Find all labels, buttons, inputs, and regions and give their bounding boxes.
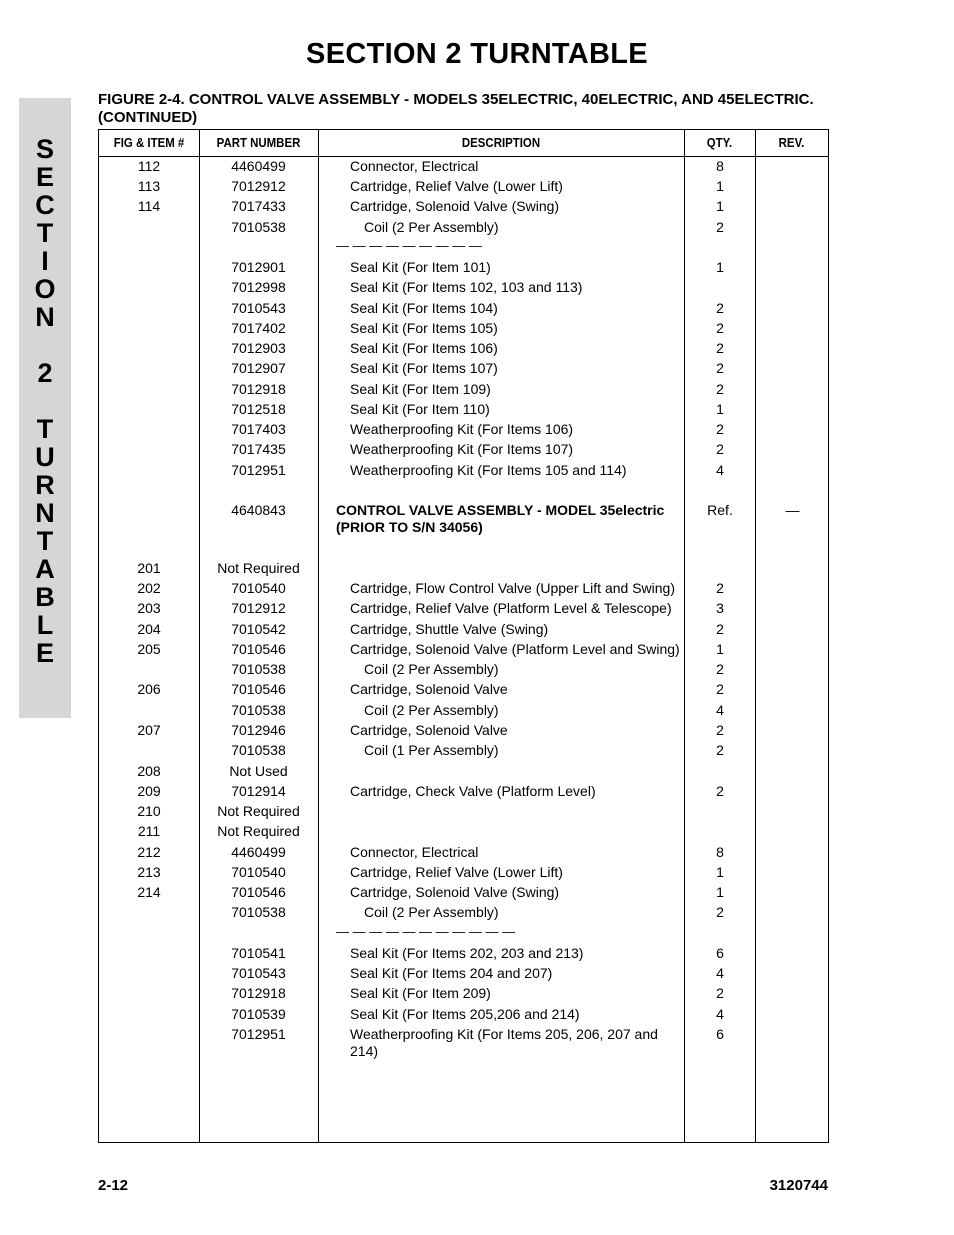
header-part-number: PART NUMBER bbox=[216, 135, 301, 150]
cell-qty: 6 bbox=[716, 1026, 724, 1042]
cell-item-number: 204 bbox=[137, 621, 161, 637]
cell-part-number: 7012951 bbox=[231, 1026, 286, 1042]
cell-qty: 2 bbox=[716, 580, 724, 596]
cell-part-number: 7012518 bbox=[231, 401, 286, 417]
cell-part-number: 7010541 bbox=[231, 945, 286, 961]
cell-qty: 2 bbox=[716, 360, 724, 376]
parts-table bbox=[98, 129, 829, 1143]
cell-description: Cartridge, Relief Valve (Lower Lift) bbox=[350, 864, 563, 880]
header-rev: REV. bbox=[778, 135, 805, 150]
cell-part-number: 7010538 bbox=[231, 661, 286, 677]
side-tab-letter: U bbox=[35, 442, 55, 472]
cell-description: Cartridge, Relief Valve (Platform Level & Telescope) bbox=[350, 600, 672, 616]
cell-description: Cartridge, Shuttle Valve (Swing) bbox=[350, 621, 549, 637]
side-tab-letter: R bbox=[35, 470, 55, 500]
cell-description: Cartridge, Solenoid Valve bbox=[350, 681, 508, 697]
cell-item-number: 209 bbox=[137, 783, 161, 799]
cell-qty: 1 bbox=[716, 198, 724, 214]
cell-description: Connector, Electrical bbox=[350, 844, 479, 860]
side-tab-letter: E bbox=[35, 638, 54, 668]
cell-item-number: 201 bbox=[137, 560, 161, 576]
cell-item-number: 206 bbox=[137, 681, 161, 697]
cell-description: Cartridge, Flow Control Valve (Upper Lift and Swing) bbox=[350, 580, 675, 596]
cell-qty: 1 bbox=[716, 178, 724, 194]
section-title: SECTION 2 TURNTABLE bbox=[306, 38, 648, 70]
cell-part-number: 7010546 bbox=[231, 884, 286, 900]
cell-part-number: Not Required bbox=[217, 803, 300, 819]
cell-item-number: 207 bbox=[137, 722, 161, 738]
cell-part-number: 7012998 bbox=[231, 279, 286, 295]
cell-part-number: 7012946 bbox=[231, 722, 286, 738]
cell-item-number: 212 bbox=[137, 844, 161, 860]
cell-qty: 2 bbox=[716, 441, 724, 457]
cell-item-number: 208 bbox=[137, 763, 161, 779]
side-tab-letter: C bbox=[35, 190, 55, 220]
cell-qty: 2 bbox=[716, 742, 724, 758]
cell-qty: Ref. bbox=[707, 502, 733, 518]
cell-qty: 2 bbox=[716, 421, 724, 437]
cell-description: Coil (2 Per Assembly) bbox=[364, 219, 499, 235]
cell-description: Coil (2 Per Assembly) bbox=[364, 702, 499, 718]
cell-part-number: 7010542 bbox=[231, 621, 286, 637]
cell-item-number: 213 bbox=[137, 864, 161, 880]
cell-rev: — bbox=[785, 502, 800, 518]
header-fig-item: FIG & ITEM # bbox=[113, 135, 185, 150]
cell-qty: 2 bbox=[716, 904, 724, 920]
cell-qty: 8 bbox=[716, 158, 724, 174]
cell-part-number: 7012912 bbox=[231, 178, 286, 194]
cell-part-number: 7010538 bbox=[231, 742, 286, 758]
cell-qty: 8 bbox=[716, 844, 724, 860]
cell-description: Cartridge, Solenoid Valve (Platform Level and Swing) bbox=[350, 641, 680, 657]
cell-part-number: 7012918 bbox=[231, 381, 286, 397]
side-tab-letter: 2 bbox=[37, 358, 53, 388]
cell-description: Coil (2 Per Assembly) bbox=[364, 904, 499, 920]
cell-part-number: 7012907 bbox=[231, 360, 286, 376]
cell-item-number: 202 bbox=[137, 580, 161, 596]
cell-qty: 2 bbox=[716, 340, 724, 356]
figure-title: FIGURE 2-4. CONTROL VALVE ASSEMBLY - MODELS 35ELECTRIC, 40ELECTRIC, AND 45ELECTRIC. (CONTINUED) bbox=[98, 91, 814, 126]
cell-description: Seal Kit (For Items 205,206 and 214) bbox=[350, 1006, 580, 1022]
cell-description: Cartridge, Solenoid Valve (Swing) bbox=[350, 884, 560, 900]
side-tab-letter: L bbox=[36, 610, 54, 640]
cell-description: Seal Kit (For Item 109) bbox=[350, 381, 491, 397]
cell-part-number: 4640843 bbox=[231, 502, 286, 518]
cell-part-number: 7010538 bbox=[231, 219, 286, 235]
cell-description: Cartridge, Solenoid Valve (Swing) bbox=[350, 198, 560, 214]
cell-description: Seal Kit (For Item 209) bbox=[350, 985, 491, 1001]
cell-part-number: 7010539 bbox=[231, 1006, 286, 1022]
cell-part-number: 7012951 bbox=[231, 462, 286, 478]
cell-part-number: 7010543 bbox=[231, 300, 286, 316]
cell-part-number: 7017402 bbox=[231, 320, 286, 336]
cell-qty: 2 bbox=[716, 621, 724, 637]
cell-description: Weatherproofing Kit (For Items 205, 206, 207 and 214) bbox=[350, 1026, 658, 1059]
cell-qty: 2 bbox=[716, 985, 724, 1001]
cell-part-number: 7012912 bbox=[231, 600, 286, 616]
cell-part-number: 7012918 bbox=[231, 985, 286, 1001]
cell-description: Coil (1 Per Assembly) bbox=[364, 742, 499, 758]
cell-qty: 1 bbox=[716, 641, 724, 657]
cell-part-number: 7010540 bbox=[231, 864, 286, 880]
cell-qty: 6 bbox=[716, 945, 724, 961]
cell-part-number: 7010540 bbox=[231, 580, 286, 596]
cell-qty: 4 bbox=[716, 462, 724, 478]
side-tab-letter: O bbox=[34, 274, 56, 304]
cell-item-number: 114 bbox=[137, 198, 161, 214]
cell-qty: 4 bbox=[716, 965, 724, 981]
cell-qty: 2 bbox=[716, 722, 724, 738]
cell-qty: 2 bbox=[716, 681, 724, 697]
cell-item-number: 113 bbox=[137, 178, 161, 194]
cell-item-number: 112 bbox=[137, 158, 161, 174]
cell-description: Cartridge, Relief Valve (Lower Lift) bbox=[350, 178, 563, 194]
cell-description: Connector, Electrical bbox=[350, 158, 479, 174]
cell-qty: 2 bbox=[716, 661, 724, 677]
cell-part-number: 7017403 bbox=[231, 421, 286, 437]
cell-description: Cartridge, Check Valve (Platform Level) bbox=[350, 783, 596, 799]
cell-description: Seal Kit (For Items 106) bbox=[350, 340, 498, 356]
side-tab-letter: T bbox=[36, 218, 54, 248]
cell-qty: 1 bbox=[716, 864, 724, 880]
cell-part-number: 4460499 bbox=[231, 844, 286, 860]
side-tab-letter: E bbox=[35, 162, 54, 192]
side-tab-letter: N bbox=[35, 498, 55, 528]
header-divider bbox=[99, 156, 828, 157]
side-section-tab bbox=[19, 98, 71, 718]
cell-qty: 2 bbox=[716, 783, 724, 799]
cell-part-number: 7017433 bbox=[231, 198, 286, 214]
dash-separator: — — — — — — — — — — — bbox=[336, 924, 516, 939]
cell-part-number: 7010538 bbox=[231, 904, 286, 920]
cell-part-number: 4460499 bbox=[231, 158, 286, 174]
cell-description: Seal Kit (For Items 102, 103 and 113) bbox=[350, 279, 583, 295]
cell-description: Weatherproofing Kit (For Items 106) bbox=[350, 421, 574, 437]
cell-qty: 2 bbox=[716, 300, 724, 316]
side-tab-letter: S bbox=[35, 134, 54, 164]
cell-item-number: 203 bbox=[137, 600, 161, 616]
cell-part-number: 7017435 bbox=[231, 441, 286, 457]
cell-description: Weatherproofing Kit (For Items 105 and 114) bbox=[350, 462, 627, 478]
page-number: 2-12 bbox=[98, 1177, 129, 1194]
cell-qty: 1 bbox=[716, 401, 724, 417]
cell-part-number: 7010546 bbox=[231, 681, 286, 697]
cell-part-number: Not Required bbox=[217, 560, 300, 576]
side-tab-letter: I bbox=[41, 246, 49, 276]
side-tab-letter: B bbox=[35, 582, 55, 612]
document-number: 3120744 bbox=[769, 1177, 828, 1194]
cell-description: Seal Kit (For Item 110) bbox=[350, 401, 490, 417]
column-divider bbox=[318, 130, 319, 1142]
side-tab-letter: T bbox=[36, 526, 54, 556]
cell-qty: 4 bbox=[716, 1006, 724, 1022]
side-tab-letter: T bbox=[36, 414, 54, 444]
cell-part-number: Not Used bbox=[229, 763, 288, 779]
column-divider bbox=[755, 130, 756, 1142]
cell-part-number: 7010546 bbox=[231, 641, 286, 657]
header-qty: QTY. bbox=[706, 135, 733, 150]
cell-description: Seal Kit (For Items 204 and 207) bbox=[350, 965, 553, 981]
cell-part-number: 7012914 bbox=[231, 783, 286, 799]
cell-description: Seal Kit (For Item 101) bbox=[350, 259, 491, 275]
cell-item-number: 214 bbox=[137, 884, 161, 900]
cell-qty: 2 bbox=[716, 320, 724, 336]
cell-description: Seal Kit (For Items 107) bbox=[350, 360, 498, 376]
cell-description: Cartridge, Solenoid Valve bbox=[350, 722, 508, 738]
cell-qty: 4 bbox=[716, 702, 724, 718]
side-tab-letter: A bbox=[35, 554, 55, 584]
header-description: DESCRIPTION bbox=[461, 135, 541, 150]
cell-item-number: 211 bbox=[137, 823, 161, 839]
cell-qty: 1 bbox=[716, 259, 724, 275]
cell-part-number: 7010538 bbox=[231, 702, 286, 718]
cell-description: Coil (2 Per Assembly) bbox=[364, 661, 499, 677]
cell-qty: 2 bbox=[716, 219, 724, 235]
cell-qty: 3 bbox=[716, 600, 724, 616]
cell-qty: 2 bbox=[716, 381, 724, 397]
cell-qty: 1 bbox=[716, 884, 724, 900]
cell-part-number: Not Required bbox=[217, 823, 300, 839]
cell-part-number: 7012903 bbox=[231, 340, 286, 356]
cell-description: Weatherproofing Kit (For Items 107) bbox=[350, 441, 574, 457]
cell-description: Seal Kit (For Items 105) bbox=[350, 320, 498, 336]
cell-description: CONTROL VALVE ASSEMBLY - MODEL 35electric (PRIOR TO S/N 34056) bbox=[336, 502, 665, 535]
cell-part-number: 7010543 bbox=[231, 965, 286, 981]
cell-item-number: 205 bbox=[137, 641, 161, 657]
cell-description: Seal Kit (For Items 104) bbox=[350, 300, 498, 316]
dash-separator: — — — — — — — — — bbox=[336, 238, 482, 253]
cell-description: Seal Kit (For Items 202, 203 and 213) bbox=[350, 945, 584, 961]
cell-item-number: 210 bbox=[137, 803, 161, 819]
side-tab-letter: N bbox=[35, 302, 55, 332]
cell-part-number: 7012901 bbox=[231, 259, 286, 275]
